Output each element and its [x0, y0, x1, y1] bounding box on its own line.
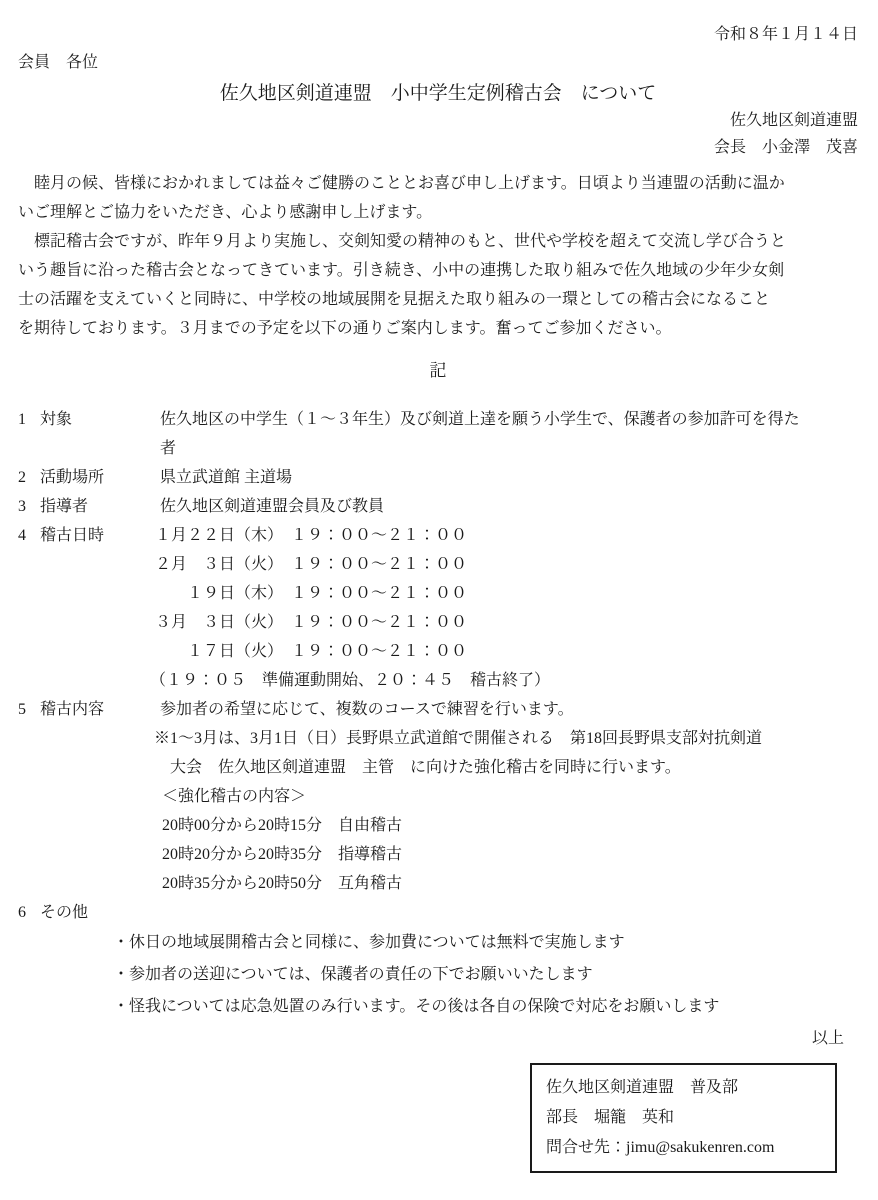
document-title: 佐久地区剣道連盟 小中学生定例稽古会 について [219, 83, 657, 104]
body-text [18, 169, 858, 343]
note-line: 20時35分から20時50分 互角稽古 [162, 875, 403, 892]
list-item-target [18, 405, 858, 463]
paragraph-greeting [18, 169, 858, 227]
schedule-line: １９日（木） １９：００～２１：００ [155, 585, 468, 602]
item-number: 4 [18, 527, 26, 544]
contact-box [530, 1063, 837, 1173]
item-value [160, 492, 858, 521]
sender-person: 会長 小金澤 茂喜 [713, 139, 858, 156]
item-label: 稽古内容 [40, 701, 105, 718]
note-line: ※1～3月は、3月1日（日）長野県立武道館で開催される 第18回長野県支部対抗剣道 [154, 730, 763, 747]
item-number: 1 [18, 411, 26, 428]
paragraph-line: を期待しております。３月までの予定を以下の通りご案内します。奮ってご参加ください。 [18, 320, 672, 337]
paragraph-line: 標記稽古会ですが、昨年９月より実施し、交剣知愛の精神のもと、世代や学校を超えて交流し学び合うと [18, 233, 787, 250]
item-number: 5 [18, 701, 26, 718]
other-bullets [113, 927, 858, 1023]
list-item-place [18, 463, 858, 492]
list-item-other [18, 898, 858, 927]
item-value-line: 佐久地区剣道連盟会員及び教員 [160, 498, 385, 515]
schedule-note-line: （１９：０５ 準備運動開始、２０：４５ 稽古終了） [150, 672, 551, 689]
closing-ijo: 以上 [811, 1030, 844, 1047]
item-value-line: 者 [160, 440, 177, 457]
item-value [160, 898, 858, 927]
list-item-instructors [18, 492, 858, 521]
item-value-line: 参加者の希望に応じて、複数のコースで練習を行います。 [160, 701, 574, 718]
paragraph-line: いう趣旨に沿った稽古会となってきています。引き続き、小中の連携した取り組みで佐久地域の少年少女剣 [18, 262, 785, 279]
contact-email: 問合せ先：jimu@sakukenren.com [546, 1139, 775, 1156]
schedule-line: ２月 ３日（火） １９：００～２１：００ [155, 556, 468, 573]
contact-org: 佐久地区剣道連盟 普及部 [546, 1079, 739, 1096]
item-value [160, 463, 858, 492]
item-label: 対象 [40, 411, 73, 428]
note-line: ＜強化稽古の内容＞ [162, 788, 307, 805]
bullet-line: ・怪我については応急処置のみ行います。その後は各自の保険で対応をお願いします [113, 998, 720, 1015]
ki-heading: 記 [429, 361, 447, 380]
item-value-line: 県立武道館 主道場 [160, 469, 293, 486]
item-value [160, 405, 858, 463]
list-item-schedule [18, 521, 858, 695]
recipient: 会員 各位 [18, 54, 99, 71]
item-label: 稽古日時 [40, 527, 105, 544]
note-line: 大会 佐久地区剣道連盟 主管 に向けた強化稽古を同時に行います。 [170, 759, 681, 776]
item-value [150, 521, 858, 695]
item-value [154, 695, 858, 898]
paragraph-line: 睦月の候、皆様におかれましては益々ご健勝のこととお喜び申し上げます。日頃より当連盟の活動に温か [18, 175, 785, 192]
schedule-line: １７日（火） １９：００～２１：００ [155, 643, 468, 660]
numbered-list [18, 405, 858, 1023]
item-number: 3 [18, 498, 26, 515]
bullet-line: ・参加者の送迎については、保護者の責任の下でお願いいたします [113, 966, 593, 983]
item-number: 2 [18, 469, 26, 486]
item-label: 指導者 [40, 498, 89, 515]
item-value-line: 佐久地区の中学生（１～３年生）及び剣道上達を願う小学生で、保護者の参加許可を得た [160, 411, 800, 428]
list-item-content [18, 695, 858, 898]
note-line: 20時00分から20時15分 自由稽古 [162, 817, 403, 834]
bullet-line: ・休日の地域展開稽古会と同様に、参加費については無料で実施します [113, 934, 625, 951]
schedule-line: ３月 ３日（火） １９：００～２１：００ [155, 614, 468, 631]
paragraph-main [18, 227, 858, 343]
schedule-line: １月２２日（木） １９：００～２１：００ [155, 527, 468, 544]
contact-chief: 部長 堀籠 英和 [546, 1109, 675, 1126]
note-line: 20時20分から20時35分 指導稽古 [162, 846, 403, 863]
sender-org: 佐久地区剣道連盟 [729, 112, 858, 129]
document-date: 令和８年１月１４日 [713, 26, 858, 43]
item-label: 活動場所 [40, 469, 105, 486]
paragraph-line: 士の活躍を支えていくと同時に、中学校の地域展開を見据えた取り組みの一環としての稽古会になること [18, 291, 771, 308]
item-label: その他 [40, 904, 89, 921]
item-number: 6 [18, 904, 26, 921]
paragraph-line: いご理解とご協力をいただき、心より感謝申し上げます。 [18, 204, 433, 221]
